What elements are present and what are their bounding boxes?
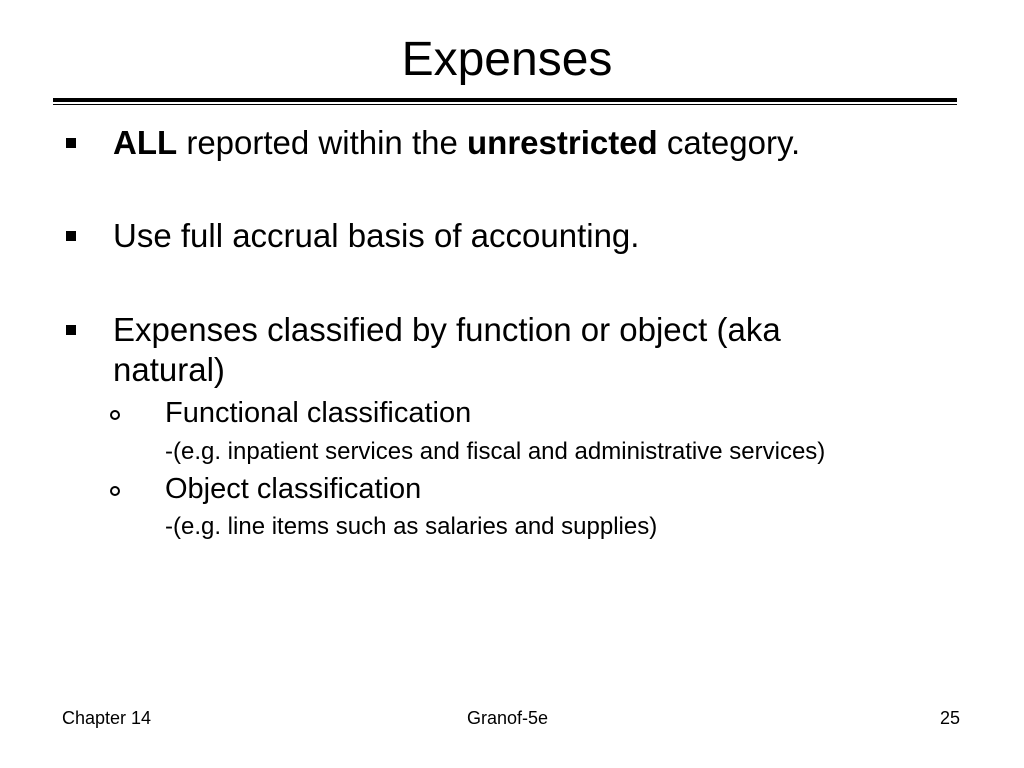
bullet-emphasis-all: ALL (113, 124, 178, 161)
sub-item-object: Object classification (165, 473, 422, 505)
square-bullet-icon (66, 325, 76, 335)
footer-source: Granof-5e (467, 708, 549, 728)
bullet-item-classification-line1: Expenses classified by function or object (aka (113, 311, 781, 348)
bullet-emphasis-unrestricted: unrestricted (467, 124, 658, 161)
bullet-item-unrestricted (113, 124, 800, 162)
bullet-text-segment: category. (657, 124, 801, 161)
square-bullet-icon (66, 231, 76, 241)
square-bullet-icon (66, 138, 76, 148)
slide-title: Expenses (401, 33, 613, 86)
bullet-item-accrual: Use full accrual basis of accounting. (113, 217, 640, 254)
bullet-item-classification-line2: natural) (113, 351, 225, 388)
title-divider-thick (53, 98, 957, 102)
footer-chapter: Chapter 14 (62, 708, 152, 728)
sub-item-functional: Functional classification (165, 397, 472, 429)
hollow-circle-bullet-icon (110, 410, 120, 420)
hollow-circle-bullet-icon (110, 486, 120, 496)
bullet-text-segment: reported within the (177, 124, 467, 161)
sub-item-functional-note: -(e.g. inpatient services and fiscal and administrative services) (165, 438, 826, 465)
title-divider-thin (53, 104, 957, 105)
footer-page-number: 25 (940, 708, 961, 728)
sub-item-object-note: -(e.g. line items such as salaries and supplies) (165, 513, 658, 540)
